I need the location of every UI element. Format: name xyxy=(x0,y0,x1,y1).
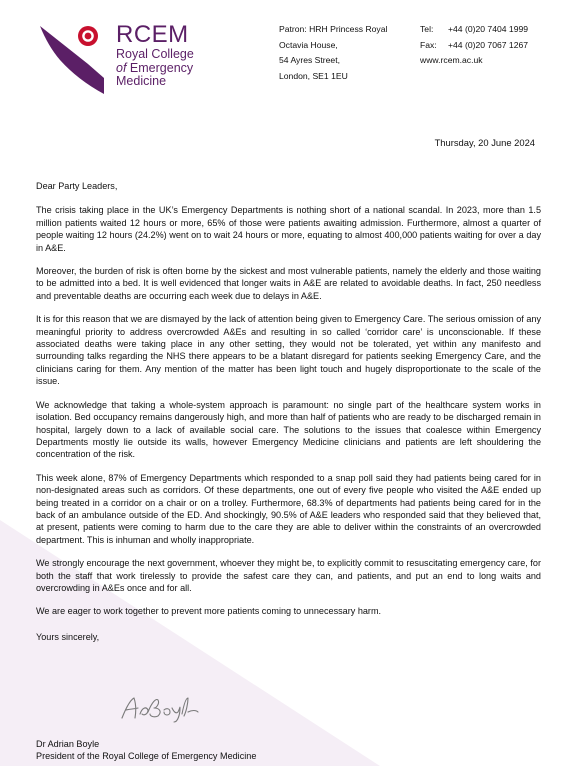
letter-body xyxy=(36,180,541,643)
org-name-line1: Royal College xyxy=(116,47,194,61)
paragraph-7: We are eager to work together to prevent more patients coming to unnecessary harm. xyxy=(36,606,382,617)
paragraph-3: It is for this reason that we are dismayed by the lack of attention being given to Emergency Care. The serious omission of any meaningful priority to address overcrowded A&Es and resulting in so called ‘corridor care’ is unconscionable. If these associated deaths were taking place in any other setting, they would not be tolerated, yet within any manifesto and surrounding talks regarding the NHS there appears to be a blatant disregard for patients seeking Emergency Care, and the clinicians caring for them. Any mention of the matter has been light touch and hugely disproportionate to the scale of the issue. xyxy=(36,314,541,387)
signer-name: Dr Adrian Boyle xyxy=(36,739,100,749)
paragraph-2: Moreover, the burden of risk is often borne by the sickest and most vulnerable patients, namely the elderly and those waiting to be admitted into a bed. It is well evidenced that longer waits in A&E are related to avoidable deaths. In fact, 250 needless and preventable deaths are occurring each week due to delays in A&E. xyxy=(36,266,541,301)
paragraph-5: This week alone, 87% of Emergency Departments which responded to a snap poll said they had patients being cared for in non-designated areas such as corridors. Of these departments, one out of every five people who visited the A&E ended up being treated in a corridor on a chair or on a trolley. Furthermore, 68.3% of departments had patients being cared for in the back of an ambulance outside of the ED. And shockingly, 90.5% of A&E leaders who responded said that they believed that, at present, patients were coming to harm due to the care they are able to deliver within the constraints of an overcrowded department. This is inhuman and wholly inappropriate. xyxy=(36,472,541,545)
paragraph-1: The crisis taking place in the UK’s Emergency Departments is nothing short of a national scandal. In 2023, more than 1.5 million patients waited 12 hours or more, 65% of those were patients awaiting admission. Furthermore, almost a quarter of people waiting 12 hours (24.2%) went on to wait 24 hours or more, equating to almost 400,000 patients waiting for over a day in A&E. xyxy=(36,205,541,253)
tel-value: +44 (0)20 7404 1999 xyxy=(448,24,529,34)
brand-wordmark xyxy=(116,22,194,89)
contact-block xyxy=(420,22,528,69)
org-name-line3: Medicine xyxy=(116,74,167,88)
address-line1: Octavia House, xyxy=(279,39,338,50)
signer-title: President of the Royal College of Emergency Medicine xyxy=(36,751,257,761)
fax-row xyxy=(420,38,528,54)
handwritten-signature xyxy=(118,694,200,724)
patron-line: Patron: HRH Princess Royal xyxy=(279,24,388,34)
tel-row xyxy=(420,22,528,38)
patron-address-block xyxy=(279,22,387,84)
fax-value: +44 (0)20 7067 1267 xyxy=(448,39,529,50)
address-line3: London, SE1 1EU xyxy=(279,70,348,81)
address-line2: 54 Ayres Street, xyxy=(279,55,340,66)
org-name-of: of xyxy=(116,60,127,75)
website-link[interactable]: www.rcem.ac.uk xyxy=(420,55,483,66)
org-acronym: RCEM xyxy=(116,21,189,48)
org-name-line2 xyxy=(116,62,194,76)
tel-label: Tel: xyxy=(420,24,434,34)
paragraph-4: We acknowledge that taking a whole-system approach is paramount: no single part of the healthcare system works in isolation. Bed occupancy remains dangerously high, and more than half of patients who are ready to be discharged remain in hospital, largely down to a lack of available social care. The solutions to the issues that coalesce within Emergency Departments mostly lie outside its walls, however Emergency Medicine clinicians and patients are left shouldering the concentration of the risk. xyxy=(36,399,541,460)
closing: Yours sincerely, xyxy=(36,631,100,642)
salutation: Dear Party Leaders, xyxy=(36,181,118,191)
fax-label: Fax: xyxy=(420,39,437,50)
letter-date: Thursday, 20 June 2024 xyxy=(434,137,535,148)
org-name-emergency: Emergency xyxy=(129,60,194,75)
paragraph-6: We strongly encourage the next government, whoever they might be, to explicitly commit to resuscitating emergency care, for both the staff that work tirelessly to provide the safest care they can, and patients, and put an end to long waits and overcrowding in A&Es once and for all. xyxy=(36,558,541,593)
rcem-logo-icon xyxy=(38,20,110,94)
